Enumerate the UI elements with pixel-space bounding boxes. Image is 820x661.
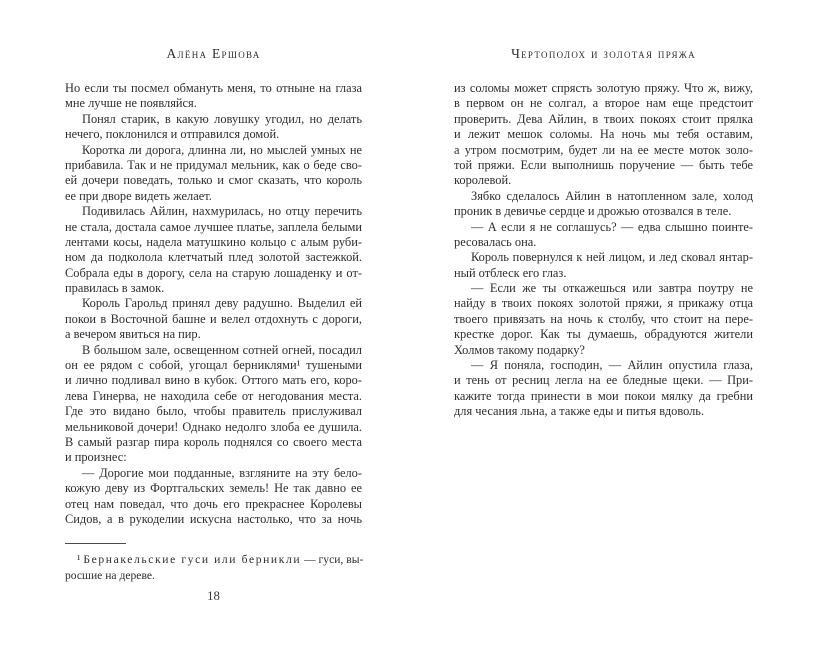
page-body-left xyxy=(65,81,362,527)
text-line: и произнес: xyxy=(65,450,127,465)
footnote-term: Бернакельские гуси или берникли xyxy=(83,553,302,566)
text-line: проник в девичье сердце и дрожью отозвался в теле. xyxy=(454,204,732,219)
running-head-title: Чертополох и золотая пряжа xyxy=(511,46,696,61)
text-line: Сидов, а в рукоделии искусна настолько, что за ночь xyxy=(65,511,362,526)
running-head-author: Алёна Ершова xyxy=(166,46,261,61)
text-line: твоего привязать на ночь к столбу, что стоит на пере- xyxy=(454,311,753,326)
text-line: Понял старик, в какую ловушку угодил, но делать xyxy=(82,111,362,126)
text-line: из соломы может спрясть золотую пряжу. Что ж, вижу, xyxy=(454,81,753,95)
text-line: — А если я не соглашусь? — едва слышно поинте- xyxy=(471,219,753,234)
text-line: ей дочери поведать, только и смог сказать, что король xyxy=(65,173,362,188)
text-line: В большом зале, освещенном сотней огней, посадил xyxy=(82,342,362,357)
text-line: Зябко сделалось Айлин в натопленном зале, холод xyxy=(471,188,753,203)
page-left xyxy=(65,0,362,661)
text-line: Где это видано было, чтобы правитель прислуживал xyxy=(65,404,362,419)
text-line: королевой. xyxy=(454,173,512,188)
text-line: ный отблеск его глаз. xyxy=(454,265,567,280)
page-right xyxy=(454,0,753,661)
text-line: правилась в замок. xyxy=(65,281,165,296)
footnote-line-1 xyxy=(65,552,362,568)
text-line: В самый разгар пира король поднялся со своего места xyxy=(65,434,362,449)
text-line: Собрала еды в дорогу, села на старую лошаденку и от- xyxy=(65,265,362,280)
text-line: найду в твоих покоях золотой пряжи, я прикажу отца xyxy=(454,296,753,311)
footnote-line-2: росшие на дереве. xyxy=(65,568,155,582)
footnote-rule xyxy=(65,543,126,544)
text-line: ее при дворе видеть желает. xyxy=(65,188,212,203)
text-line: ресовалась она. xyxy=(454,234,537,249)
text-line: для чесания льна, а также еды и питья вдоволь. xyxy=(454,404,705,419)
text-line: Коротка ли дорога, длинна ли, но мыслей умных не xyxy=(82,142,362,157)
text-line: и лежит мешок соломы. На ночь мы тебя оставим, xyxy=(454,127,753,142)
text-line: Король повернулся к ней лицом, и лед сковал янтар- xyxy=(471,250,753,265)
text-line: прибавила. Так и не придумал мельник, как о беде сво- xyxy=(65,157,362,172)
text-line: покои в Восточной башне и велел отдохнуть с дороги, xyxy=(65,311,362,326)
text-line: и лично подливал вино в кубок. Оттого мать его, коро- xyxy=(65,373,362,388)
text-line: лентами косы, надела матушкино кольцо с алым руби- xyxy=(65,234,362,249)
text-line: нечего, поклонился и отправился домой. xyxy=(65,127,280,142)
text-line: той пряжи. Если выполнишь поручение — быть тебе xyxy=(454,157,753,172)
text-line: не стала, достала самое лучшее платье, заплела белыми xyxy=(65,219,362,234)
text-line: кожую деву из Фортгальских земель! Не так давно ее xyxy=(65,481,362,496)
text-line: ном да подколола клетчатый плед золотой застежкой. xyxy=(65,250,362,265)
text-line: проверить. Дева Айлин, в твоих покоях стоит прялка xyxy=(454,111,753,126)
text-line: а утром посмотрим, будет ли на ее месте моток золо- xyxy=(454,142,753,157)
page-number: 18 xyxy=(207,589,220,603)
text-line: мне лучше не появляйся. xyxy=(65,96,197,111)
text-line: и тень от ресниц легла на ее бледные щеки. — При- xyxy=(454,373,753,388)
text-line: а вечером явиться на пир. xyxy=(65,327,201,342)
text-line: крестке дорог. Как ты думаешь, обрадуются жители xyxy=(454,327,753,342)
text-line: кажите тогда принести в мои покои мялку да гребни xyxy=(454,388,753,403)
text-line: он ее рядом с собой, угощал берниклями¹ тушеными xyxy=(65,358,362,373)
text-line: Подивилась Айлин, нахмурилась, но отцу перечить xyxy=(82,204,362,219)
text-line: — Я поняла, господин, — Айлин опустила глаза, xyxy=(471,358,753,373)
footnote xyxy=(65,552,362,583)
text-line: Но если ты посмел обмануть меня, то отныне на глаза xyxy=(65,81,362,95)
text-line: — Дорогие мои подданные, взгляните на эту бело- xyxy=(82,465,362,480)
text-line: Холмов такому подарку? xyxy=(454,342,585,357)
text-line: лева Гинерва, не находила себе от негодования места. xyxy=(65,388,362,403)
text-line: мельниковой дочери! Однако недолго злоба ее душила. xyxy=(65,419,362,434)
page-body-right xyxy=(454,81,753,420)
text-line: в первом он не солгал, а второе нам еще предстоит xyxy=(454,96,753,111)
footnote-definition: — гуси, вы- xyxy=(301,553,364,566)
footnote-marker: ¹ xyxy=(77,553,84,566)
text-line: — Если же ты откажешься или завтра поутру не xyxy=(471,281,753,296)
text-line: Король Гарольд принял деву радушно. Выделил ей xyxy=(82,296,362,311)
text-line: отец нам поведал, что дочь его прекраснее Королевы xyxy=(65,496,362,511)
